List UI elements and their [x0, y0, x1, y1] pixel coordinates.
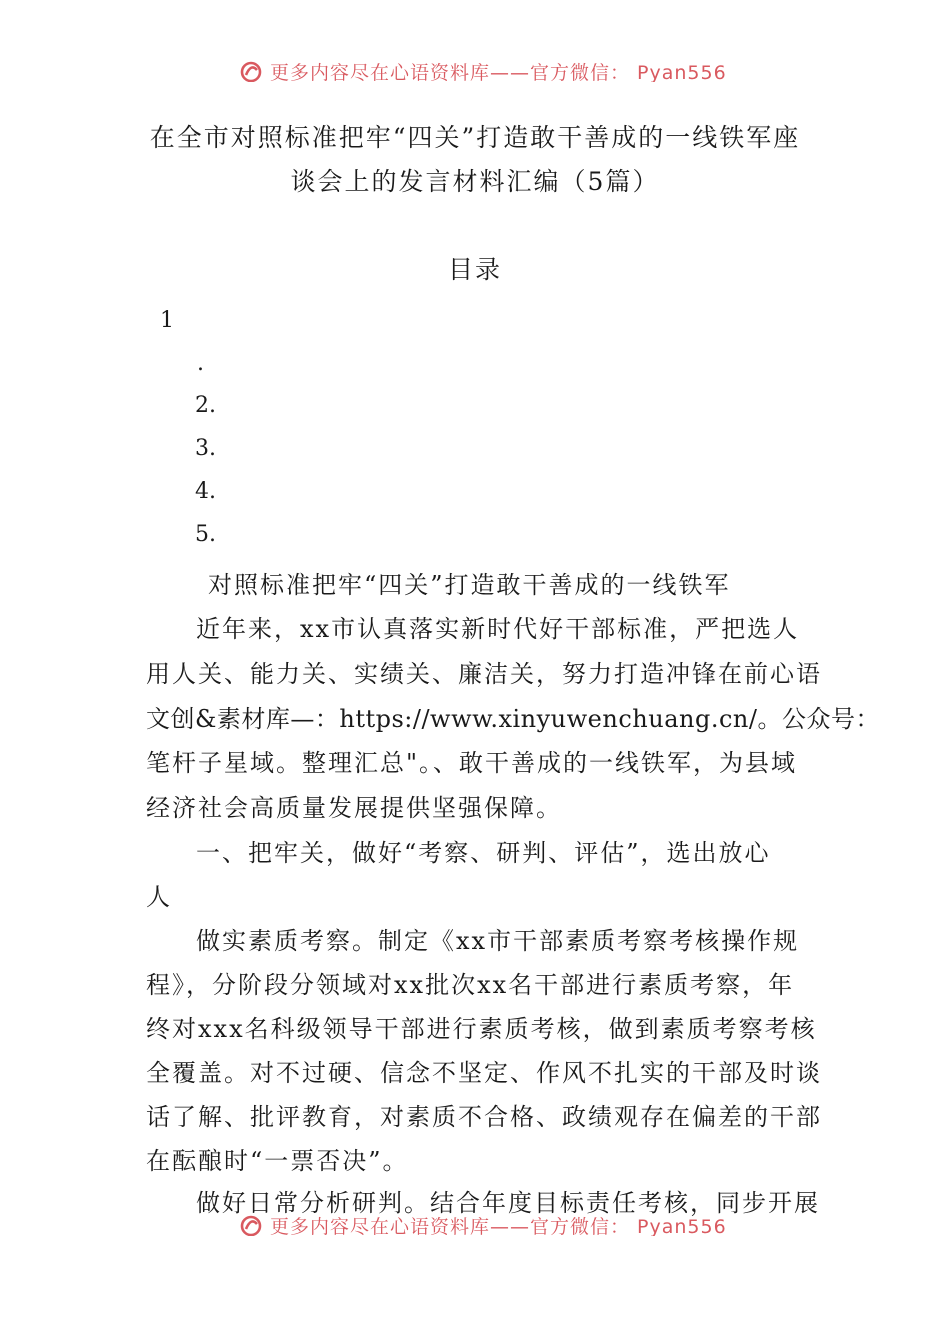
watermark-text: 更多内容尽在心语资料库——官方微信： Pyan556: [270, 62, 727, 82]
watermark-text: 更多内容尽在心语资料库——官方微信： Pyan556: [270, 1216, 727, 1236]
body-line: 经济社会高质量发展提供坚强保障。: [146, 794, 562, 822]
toc-heading: 目录: [447, 255, 502, 284]
body-line: 在酝酿时“一票否决”。: [146, 1147, 409, 1175]
body-line: 做实素质考察。制定《xx市干部素质考察考核操作规: [196, 927, 800, 955]
toc-item: 5.: [195, 522, 216, 547]
body-line: 笔杆子星域。整理汇总"。、敢干善成的一线铁军，为县域: [146, 749, 798, 777]
toc-item: 3.: [195, 436, 216, 461]
section-title: 对照标准把牢“四关”打造敢干善成的一线铁军: [208, 571, 731, 599]
body-line: 程》，分阶段分领域对xx批次xx名干部进行素质考察，年: [146, 971, 795, 999]
body-line: 用人关、能力关、实绩关、廉洁关，努力打造冲锋在前心语: [146, 660, 822, 688]
body-line: 人: [146, 883, 172, 911]
watermark-top: [0, 56, 950, 82]
watermark-bottom: [0, 1210, 950, 1236]
body-line: 话了解、批评教育，对素质不合格、政绩观存在偏差的干部: [146, 1103, 822, 1131]
watermark-logo-icon: [238, 59, 264, 83]
body-line: 终对xxx名科级领导干部进行素质考核，做到素质考察考核: [146, 1015, 817, 1043]
toc-item: 4.: [195, 479, 216, 504]
body-line: 近年来，xx市认真落实新时代好干部标准，严把选人: [196, 615, 800, 643]
document-title-line-2: 谈会上的发言材料汇编（5篇）: [290, 167, 660, 196]
section-heading: 一、把牢关，做好“考察、研判、评估”，选出放心: [196, 839, 771, 867]
toc-item: 1: [160, 308, 174, 333]
body-line: 做好日常分析研判。结合年度目标责任考核，同步开展: [196, 1189, 820, 1217]
toc-item: 2.: [195, 393, 216, 418]
body-line: 全覆盖。对不过硬、信念不坚定、作风不扎实的干部及时谈: [146, 1059, 822, 1087]
body-line: 文创&素材库—：https://www.xinyuwenchuang.cn/。公众号：: [146, 705, 880, 733]
document-title-line-1: 在全市对照标准把牢“四关”打造敢干善成的一线铁军座: [149, 123, 801, 152]
toc-item: .: [197, 351, 204, 376]
watermark-logo-icon: [238, 1213, 264, 1237]
